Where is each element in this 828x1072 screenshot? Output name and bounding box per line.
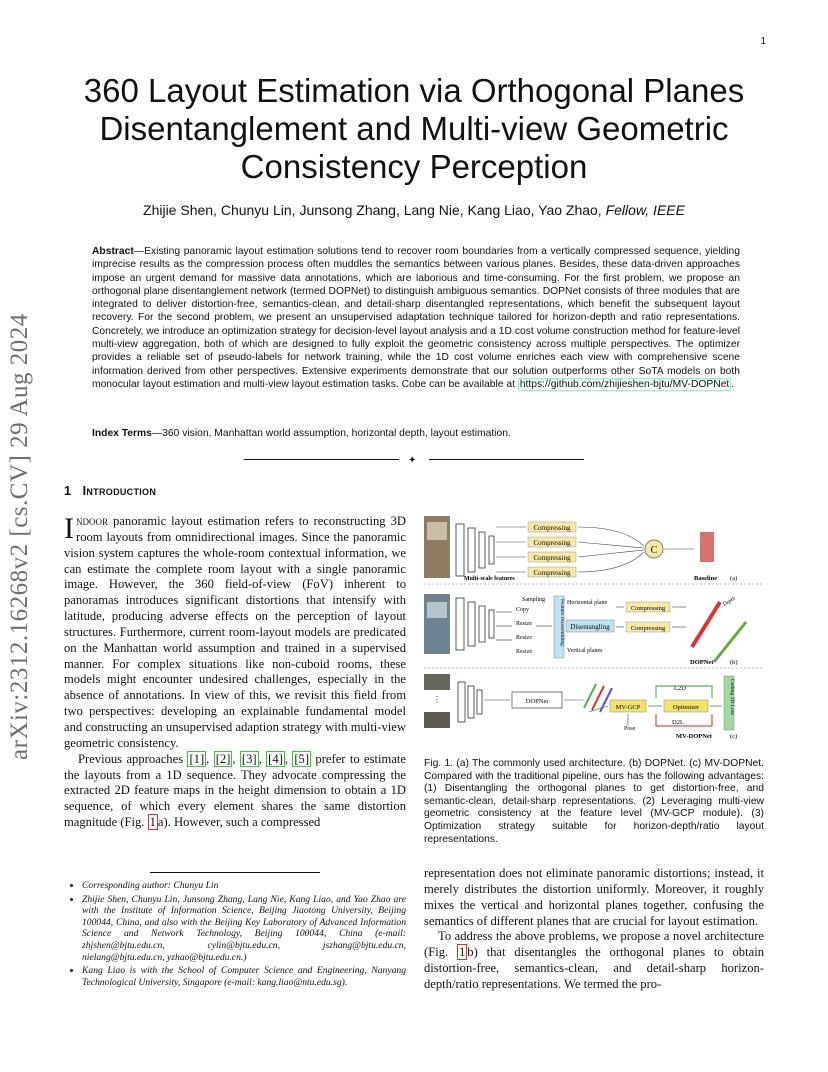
mvdopnet-label: MV-DOPNet bbox=[676, 733, 712, 740]
compress-b2-label: Compressing bbox=[630, 625, 666, 632]
index-terms bbox=[92, 428, 740, 439]
right-p2-a: To address the above problems, we propose a novel architecture (Fig. bbox=[424, 929, 764, 960]
right-paragraph-1: representation does not eliminate panoramic distortions; instead, it merely distributes the distortion uniformly. Moreover, it roughly mixes the vertical and horizontal planes together, confusing the semantics of different planes that are crucial for layout estimation. bbox=[424, 866, 764, 928]
intro-p2-c: a). However, such a compressed bbox=[157, 815, 321, 830]
footnote-1: • Corresponding author: Chunyu Lin bbox=[82, 880, 406, 892]
intro-p1-text: panoramic layout estimation refers to reconstructing 3D room layouts from omnidirectional images. Since the panoramic vision system captures the whole-room contextual information, we can estimate the complete room layout with a single panoramic image. However, the 360 field-of-view (FoV) inherent to panoramas introduces significant distortions that intensify with latitude, producing adverse effects on the perception of layout structures. Furthermore, current room-layout models are predicated on the Manhattan world assumption and trained in a supervised manner. For complex situations like non-cuboid rooms, these models might encounter undesired challenges, especially in the absence of annotations. In view of this, we revisit this field from two perspectives: developing an explainable fundamental model and constructing an unsupervised adaption strategy with multi-view geometric consistency. bbox=[64, 514, 406, 750]
citation-4[interactable]: [4] bbox=[268, 751, 283, 766]
intro-column-right bbox=[424, 866, 764, 993]
d2l-arrow bbox=[656, 714, 712, 726]
output-b-green bbox=[714, 622, 746, 662]
copy-label: Copy bbox=[516, 607, 530, 613]
figure-caption: Fig. 1. (a) The commonly used architecture. (b) DOPNet. (c) MV-DOPNet. Compared with the traditional pipeline, ours has the following advantages: (1) Disentangling the orthogonal planes to get distortion-free, and semantic-clean, detail-sharp representations. (2) Leveraging multi-view geometric consistency at the feature level (MV-GCP module). (3) Optimization strategy suitable for horizon-depth/ratio layout representations. bbox=[424, 758, 764, 845]
figure-1 bbox=[424, 512, 764, 744]
encoder-stack-a bbox=[456, 524, 494, 576]
label-c: (c) bbox=[730, 733, 738, 740]
footnote-rule bbox=[150, 872, 320, 873]
dopnet-box-label: DOPNet bbox=[525, 698, 549, 705]
panorama-window-b bbox=[427, 602, 447, 618]
views-dots: ⋮ bbox=[433, 695, 441, 704]
output-a bbox=[700, 532, 714, 562]
compress-b1-label: Compressing bbox=[630, 605, 666, 612]
citation-3[interactable]: [3] bbox=[241, 751, 257, 766]
multiscale-label-a: Multi-scale features bbox=[464, 576, 515, 582]
abstract-end: . bbox=[731, 378, 735, 390]
footnote-3: • Kang Liao is with the School of Computer Science and Engineering, Nanyang Technological University, Singapore (e-mail: kang.liao@ntu.edu.sg). bbox=[82, 965, 406, 988]
optimizer-label: Optimizer bbox=[672, 704, 700, 711]
section-number: 1 bbox=[64, 484, 72, 498]
index-terms-label: Index Terms bbox=[92, 428, 152, 439]
citation-2[interactable]: [2] bbox=[215, 751, 231, 766]
encoder-stack-c bbox=[458, 682, 482, 722]
intro-column-left bbox=[64, 514, 406, 831]
abstract bbox=[92, 245, 740, 391]
drop-cap: I bbox=[64, 512, 74, 545]
section-separator bbox=[244, 455, 584, 465]
code-link[interactable]: https://github.com/zhijieshen-bjtu/MV-DOPNet bbox=[519, 378, 730, 390]
ceiling-loss-label: Ceiling 1D Loss bbox=[729, 679, 735, 716]
intro-paragraph-2: Previous approaches [1] , [2] , [3] , [4] , [5] prefer to estimate the layouts from a 1D sequence. They advocate compressing the extracted 2D feature maps in the height dimension to obtain a 1D sequence, of which every element shares the same distortion magnitude (Fig. 1 a). However, such a compressed bbox=[64, 751, 407, 830]
diamond-icon: ✦ bbox=[408, 455, 417, 466]
concat-label: C bbox=[650, 545, 658, 556]
intro-smallcaps: ndoor bbox=[76, 514, 109, 528]
right-paragraph-2 bbox=[424, 929, 764, 992]
disentangling-label: Disentangling bbox=[570, 623, 610, 631]
index-terms-text: —360 vision, Manhattan world assumption, horizontal depth, layout estimation. bbox=[151, 428, 511, 439]
sampling-label: Sampling bbox=[522, 597, 546, 603]
d2l-label: D2L bbox=[672, 719, 684, 726]
footnotes bbox=[64, 880, 406, 990]
authors-fellow: Fellow, IEEE bbox=[605, 202, 685, 218]
depth-label: Depth bbox=[722, 595, 737, 608]
separator-line-left bbox=[244, 459, 399, 460]
paper-title: 360 Layout Estimation via Orthogonal Planes Disentanglement and Multi-view Geometric Consistency Perception bbox=[83, 72, 745, 185]
citation-5[interactable]: [5] bbox=[294, 751, 310, 766]
separator-line-right bbox=[429, 459, 584, 460]
baseline-label: Baseline bbox=[694, 575, 718, 582]
section-title: Introduction bbox=[82, 484, 157, 498]
horizontal-plane-label: Horizontal plane bbox=[567, 600, 608, 606]
encoder-stack-b bbox=[456, 598, 494, 650]
resize-label-2: Resize bbox=[516, 635, 532, 641]
author-list bbox=[60, 202, 768, 218]
intro-paragraph-1 bbox=[64, 514, 406, 752]
fig-ref-1a[interactable]: 1 bbox=[149, 815, 156, 830]
compressing-label-2: Compressing bbox=[533, 539, 571, 547]
resize-label-3: Resize bbox=[516, 649, 532, 655]
dopnet-label: DOPNet bbox=[690, 659, 714, 666]
panorama-window-a bbox=[427, 522, 447, 540]
mvgcp-label: MV-GCP bbox=[615, 704, 641, 711]
authors-names: Zhijie Shen, Chunyu Lin, Junsong Zhang, Lang Nie, Kang Liao, Yao Zhao, bbox=[143, 202, 602, 218]
view-thumb-1 bbox=[424, 674, 450, 690]
view-thumb-2 bbox=[424, 712, 450, 728]
output-b-red bbox=[692, 602, 720, 647]
footnote-2: • Zhijie Shen, Chunyu Lin, Junsong Zhang, Lang Nie, Kang Liao, and Yao Zhao are with the Institute of Information Science, Beijing Jiaotong University, Beijing 100044, China, and also with the Beijing Key Laboratory of Advanced Information Science and Network Technology, Beijing 100044, China (e-mail: zhjshen@bjtu.edu.cn, cylin@bjtu.edu.cn, jszhang@bjtu.edu.cn, nielang@bjtu.edu.cn, yzhao@bjtu.edu.cn.) bbox=[82, 894, 406, 964]
intro-p2-b: prefer to estimate the layouts from a 1D sequence. They advocate compressing the extracted 2D feature maps in the height dimension to obtain a 1D sequence, of which every element shares the same distortion magnitude (Fig. bbox=[64, 751, 407, 830]
vertical-planes-label: Vertical planes bbox=[567, 648, 603, 654]
pose-label: Pose bbox=[624, 726, 636, 732]
label-a: (a) bbox=[730, 575, 738, 582]
reassembling-label: Feature reassembling bbox=[559, 599, 565, 646]
citation-1[interactable]: [1] bbox=[189, 751, 205, 766]
compressing-label-1: Compressing bbox=[533, 524, 571, 532]
label-b: (b) bbox=[730, 659, 738, 666]
fig-ref-1b[interactable]: 1 bbox=[458, 945, 466, 960]
compressing-label-4: Compressing bbox=[533, 569, 571, 577]
right-p2-b: b) that disentangles the orthogonal planes to obtain distortion-free, semantics-clean, and detail-sharp horizon-depth/ratio representations. We termed the pro- bbox=[424, 945, 764, 991]
arrows-a bbox=[496, 527, 694, 572]
intro-p2-a: Previous approaches bbox=[78, 751, 188, 766]
resize-label-1: Resize bbox=[516, 621, 532, 627]
page-number: 1 bbox=[760, 36, 766, 47]
arxiv-stamp: arXiv:2312.16268v2 [cs.CV] 29 Aug 2024 bbox=[6, 313, 33, 760]
compressing-label-3: Compressing bbox=[533, 554, 571, 562]
section-heading bbox=[64, 484, 156, 498]
l2d-label: L2D bbox=[674, 685, 686, 692]
abstract-label: Abstract bbox=[92, 246, 134, 257]
abstract-text: —Existing panoramic layout estimation solutions tend to recover room boundaries from a vertically compressed sequence, yielding imprecise results as the compression process often muddles the semantics between various planes. Besides, these data-driven approaches impose an urgent demand for massive data annotations, which are laborious and time-consuming. For the first problem, we propose an orthogonal plane disentanglement network (termed DOPNet) to distinguish ambiguous semantics. DOPNet consists of three modules that are integrated to deliver distortion-free, semantics-clean, and detail-sharp disentangled representations, which benefit the subsequent layout recovery. For the second problem, we present an unsupervised adaptation technique tailored for horizon-depth and ratio representations. Concretely, we introduce an optimization strategy for decision-level layout analysis and a 1D cost volume construction method for feature-level multi-view aggregation, both of which are designed to fully exploit the geometric consistency across multiple perspectives. The optimizer provides a reliable set of pseudo-labels for network training, while the 1D cost volume enriches each view with comprehensive scene information derived from other perspectives. Extensive experiments demonstrate that our solution outperforms other SoTA models on both monocular layout estimation and multi-view layout estimation tasks. Cobe can be available at bbox=[92, 246, 740, 390]
